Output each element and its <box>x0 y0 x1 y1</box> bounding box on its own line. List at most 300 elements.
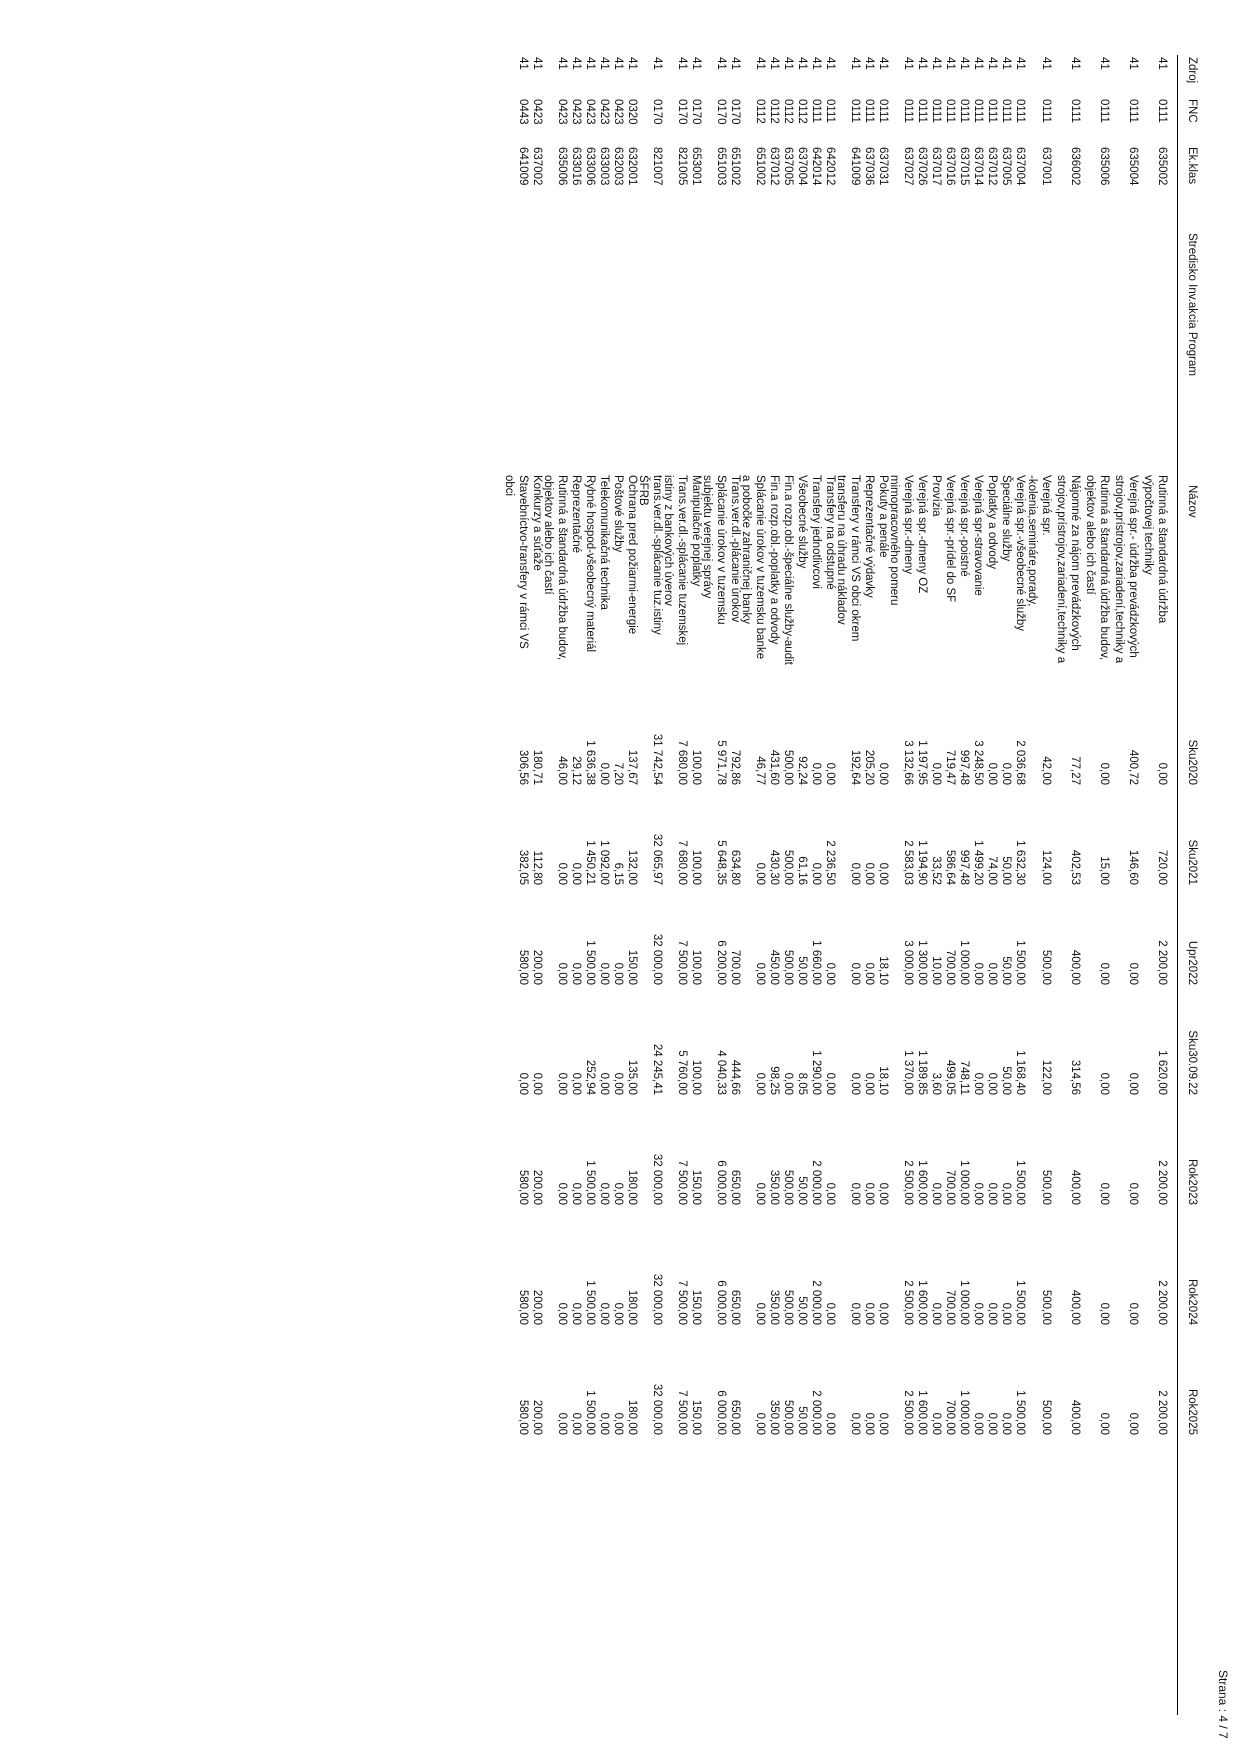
cell-ek-klas: 633016 <box>570 147 582 186</box>
cell-upr2022: 0,00 <box>863 962 875 985</box>
cell-sku2021: 720,00 <box>1156 849 1168 885</box>
cell-zdroj: 41 <box>584 57 596 70</box>
cell-upr2022: 1 300,00 <box>916 940 928 985</box>
cell-sku2020: 400,72 <box>1127 749 1139 785</box>
cell-nazov: Verejná spr. -kolenia,semináre,porady, <box>1026 475 1052 607</box>
cell-sku2020: 100,00 <box>690 749 702 785</box>
cell-rok2023: 0,00 <box>754 1182 766 1205</box>
cell-zdroj: 41 <box>1156 57 1168 70</box>
cell-sku3009: 314,56 <box>1069 1059 1081 1095</box>
cell-nazov: Poštové služby <box>612 475 624 553</box>
table-header <box>1180 55 1200 1715</box>
cell-sku2021: 15,00 <box>1098 856 1110 885</box>
cell-nazov: Fin.a rozp.obl.-špeciálne služby-audit <box>782 475 794 665</box>
cell-ek-klas: 637017 <box>930 147 942 186</box>
cell-rok2023: 0,00 <box>972 1182 984 1205</box>
cell-nazov: Fin.a rozp.obl.-poplatky a odvody <box>768 475 780 645</box>
cell-sku3009: 0,00 <box>986 1072 998 1095</box>
cell-rok2024: 0,00 <box>877 1302 889 1325</box>
cell-upr2022: 0,00 <box>598 962 610 985</box>
cell-sku2020: 5 971,78 <box>715 740 727 785</box>
cell-ek-klas: 637005 <box>782 147 794 186</box>
cell-rok2025: 650,00 <box>729 1399 741 1435</box>
cell-ek-klas: 637001 <box>1040 147 1052 186</box>
header-rok2024: Rok2024 <box>1186 1278 1198 1325</box>
cell-rok2023: 0,00 <box>863 1182 875 1205</box>
cell-nazov: Rutinná a štandardná údržba výpočtovej techniky <box>1142 475 1168 624</box>
cell-rok2023: 0,00 <box>986 1182 998 1205</box>
cell-rok2024: 6 000,00 <box>715 1280 727 1325</box>
header-sku2020: Sku2020 <box>1186 739 1198 785</box>
cell-fnc: 0111 <box>810 99 822 123</box>
cell-upr2022: 18,10 <box>877 956 889 985</box>
cell-sku2020: 0,00 <box>810 762 822 785</box>
cell-sku2021: 0,00 <box>570 862 582 885</box>
cell-rok2023: 1 000,00 <box>958 1160 970 1205</box>
cell-sku2020: 92,24 <box>796 756 808 785</box>
cell-zdroj: 41 <box>729 57 741 70</box>
cell-ek-klas: 637014 <box>972 147 984 186</box>
cell-sku2020: 2 036,68 <box>1014 740 1026 785</box>
cell-fnc: 0112 <box>768 99 780 124</box>
cell-zdroj: 41 <box>810 57 822 70</box>
cell-nazov: Transfery na odstupné <box>824 475 836 590</box>
cell-sku2021: 0,00 <box>877 862 889 885</box>
cell-sku3009: 1 189,85 <box>916 1050 928 1095</box>
cell-sku2020: 0,00 <box>598 762 610 785</box>
cell-rok2023: 500,00 <box>782 1169 794 1205</box>
cell-ek-klas: 637031 <box>877 147 889 186</box>
cell-ek-klas: 636002 <box>1069 147 1081 186</box>
cell-rok2024: 0,00 <box>824 1302 836 1325</box>
cell-zdroj: 41 <box>690 57 702 70</box>
cell-sku2021: 586,64 <box>944 849 956 885</box>
cell-upr2022: 200,00 <box>531 949 543 985</box>
cell-rok2024: 0,00 <box>863 1302 875 1325</box>
cell-sku2021: 402,53 <box>1069 849 1081 885</box>
cell-sku2020: 77,27 <box>1069 756 1081 785</box>
cell-rok2025: 0,00 <box>598 1412 610 1435</box>
cell-upr2022: 2 200,00 <box>1156 940 1168 985</box>
cell-upr2022: 50,00 <box>1000 956 1012 985</box>
cell-sku2021: 2 583,03 <box>902 840 914 885</box>
cell-sku3009: 0,00 <box>824 1072 836 1095</box>
cell-sku2021: 124,00 <box>1040 849 1052 885</box>
cell-zdroj: 41 <box>598 57 610 70</box>
cell-ek-klas: 632001 <box>626 147 638 186</box>
cell-sku3009: 0,00 <box>972 1072 984 1095</box>
cell-sku2021: 430,30 <box>768 849 780 885</box>
cell-sku2020: 0,00 <box>824 762 836 785</box>
cell-sku2020: 29,12 <box>570 756 582 785</box>
cell-upr2022: 400,00 <box>1069 949 1081 985</box>
cell-sku2020: 792,86 <box>729 749 741 785</box>
cell-upr2022: 0,00 <box>1127 962 1139 985</box>
cell-sku3009: 1 370,00 <box>902 1050 914 1095</box>
cell-fnc: 0111 <box>863 99 875 123</box>
cell-sku3009: 0,00 <box>556 1072 568 1095</box>
cell-fnc: 0423 <box>612 99 624 125</box>
cell-rok2025: 7 500,00 <box>676 1390 688 1435</box>
cell-nazov: Ochrana pred požiarmi-energie <box>626 475 638 635</box>
cell-sku2021: 0,00 <box>754 862 766 885</box>
cell-rok2024: 0,00 <box>754 1302 766 1325</box>
cell-rok2025: 500,00 <box>782 1399 794 1435</box>
cell-nazov: Stavebníctvo-transfery v rámci VS obci <box>503 475 529 649</box>
cell-upr2022: 0,00 <box>972 962 984 985</box>
cell-ek-klas: 635006 <box>1098 147 1110 186</box>
cell-zdroj: 41 <box>612 57 624 70</box>
cell-ek-klas: 637005 <box>1000 147 1012 186</box>
cell-upr2022: 1 660,00 <box>810 940 822 985</box>
cell-nazov: Trans.ver.dl.-splácanie tuzemskej istiny z bankových úverov <box>662 475 688 646</box>
cell-nazov: Manipulačné poplatky <box>690 475 702 587</box>
cell-sku2021: 6,15 <box>612 862 624 885</box>
cell-nazov: Poplatky a odvody <box>986 475 998 569</box>
cell-rok2025: 1 000,00 <box>958 1390 970 1435</box>
cell-zdroj: 41 <box>754 57 766 70</box>
cell-sku2021: 74,00 <box>986 856 998 885</box>
cell-rok2025: 500,00 <box>1040 1399 1052 1435</box>
cell-nazov: Špeciálne služby <box>1000 475 1012 562</box>
cell-sku2021: 5 648,35 <box>715 840 727 885</box>
cell-ek-klas: 821005 <box>676 147 688 186</box>
cell-rok2024: 2 500,00 <box>902 1280 914 1325</box>
cell-sku3009: 0,00 <box>1127 1072 1139 1095</box>
cell-rok2023: 0,00 <box>1098 1182 1110 1205</box>
cell-zdroj: 41 <box>930 57 942 70</box>
cell-rok2025: 0,00 <box>556 1412 568 1435</box>
cell-sku2020: 0,00 <box>930 762 942 785</box>
header-ek-klas: Ek.klas <box>1186 147 1198 185</box>
cell-sku2020: 3 248,50 <box>972 740 984 785</box>
cell-fnc: 0170 <box>651 99 663 125</box>
cell-rok2024: 1 500,00 <box>584 1280 596 1325</box>
cell-zdroj: 41 <box>958 57 970 70</box>
cell-sku2021: 382,05 <box>517 849 529 885</box>
cell-nazov: Reprezentačné výdavky <box>863 475 875 598</box>
cell-nazov: Verejná spr.- údržba prevádzkových strojov,prístrojov,zariadení,techniky a <box>1113 475 1139 664</box>
cell-zdroj: 41 <box>570 57 582 70</box>
cell-rok2024: 200,00 <box>531 1289 543 1325</box>
cell-rok2023: 2 000,00 <box>810 1160 822 1205</box>
header-divider <box>1177 55 1178 1715</box>
cell-fnc: 0112 <box>796 99 808 124</box>
cell-sku2021: 7 680,00 <box>676 840 688 885</box>
cell-zdroj: 41 <box>651 57 663 70</box>
cell-rok2023: 0,00 <box>1000 1182 1012 1205</box>
cell-ek-klas: 641009 <box>517 147 529 186</box>
cell-ek-klas: 637012 <box>986 147 998 186</box>
cell-sku2021: 100,00 <box>690 849 702 885</box>
cell-sku2021: 0,00 <box>849 862 861 885</box>
cell-rok2024: 400,00 <box>1069 1289 1081 1325</box>
cell-ek-klas: 642014 <box>810 147 822 186</box>
header-rok2025: Rok2025 <box>1186 1388 1198 1435</box>
cell-sku2021: 1 632,30 <box>1014 840 1026 885</box>
cell-upr2022: 32 000,00 <box>651 933 663 985</box>
cell-nazov: Splácanie úrokov v tuzemsku banke a pobočke zahraničnej banky <box>740 475 766 660</box>
cell-sku3009: 0,00 <box>863 1072 875 1095</box>
cell-rok2025: 200,00 <box>531 1399 543 1435</box>
cell-fnc: 0111 <box>986 99 998 123</box>
cell-rok2024: 0,00 <box>556 1302 568 1325</box>
cell-upr2022: 0,00 <box>754 962 766 985</box>
cell-rok2023: 1 600,00 <box>916 1160 928 1205</box>
cell-sku2021: 0,00 <box>556 862 568 885</box>
cell-rok2024: 32 000,00 <box>651 1273 663 1325</box>
cell-rok2024: 650,00 <box>729 1289 741 1325</box>
cell-upr2022: 3 000,00 <box>902 940 914 985</box>
cell-fnc: 0111 <box>1127 99 1139 123</box>
cell-upr2022: 1 000,00 <box>958 940 970 985</box>
cell-fnc: 0423 <box>556 99 568 125</box>
cell-nazov: Verejná spr.-poistné <box>958 475 970 577</box>
cell-sku3009: 444,66 <box>729 1059 741 1095</box>
cell-sku2020: 7,20 <box>612 762 624 785</box>
cell-zdroj: 41 <box>902 57 914 70</box>
cell-fnc: 0112 <box>754 99 766 124</box>
cell-zdroj: 41 <box>986 57 998 70</box>
header-rok2023: Rok2023 <box>1186 1158 1198 1205</box>
cell-sku3009: 0,00 <box>849 1072 861 1095</box>
cell-rok2023: 32 000,00 <box>651 1153 663 1205</box>
cell-sku2021: 32 065,97 <box>651 833 663 885</box>
cell-zdroj: 41 <box>556 57 568 70</box>
cell-fnc: 0111 <box>1156 99 1168 123</box>
cell-sku2021: 0,00 <box>863 862 875 885</box>
cell-sku3009: 24 245,41 <box>651 1043 663 1095</box>
cell-fnc: 0111 <box>1069 99 1081 123</box>
cell-rok2025: 6 000,00 <box>715 1390 727 1435</box>
cell-nazov: Verejná spr.-všeobecné služby <box>1014 475 1026 631</box>
cell-sku2020: 1 197,95 <box>916 740 928 785</box>
header-nazov: Názov <box>1186 485 1198 518</box>
cell-rok2024: 0,00 <box>986 1302 998 1325</box>
cell-rok2023: 1 500,00 <box>584 1160 596 1205</box>
cell-sku2021: 997,48 <box>958 849 970 885</box>
cell-rok2023: 0,00 <box>598 1182 610 1205</box>
cell-fnc: 0320 <box>626 99 638 125</box>
cell-rok2024: 0,00 <box>1098 1302 1110 1325</box>
cell-sku2021: 50,00 <box>1000 856 1012 885</box>
cell-zdroj: 41 <box>1098 57 1110 70</box>
cell-upr2022: 0,00 <box>612 962 624 985</box>
cell-rok2023: 0,00 <box>1127 1182 1139 1205</box>
cell-sku2020: 46,00 <box>556 756 568 785</box>
cell-rok2024: 0,00 <box>1000 1302 1012 1325</box>
cell-rok2024: 0,00 <box>570 1302 582 1325</box>
cell-rok2023: 500,00 <box>1040 1169 1052 1205</box>
cell-rok2023: 0,00 <box>612 1182 624 1205</box>
cell-sku3009: 1 620,00 <box>1156 1050 1168 1095</box>
cell-rok2023: 350,00 <box>768 1169 780 1205</box>
header-sku3009: Sku30.09.22 <box>1186 1030 1198 1095</box>
cell-rok2024: 500,00 <box>1040 1289 1052 1325</box>
cell-sku3009: 1 168,40 <box>1014 1050 1026 1095</box>
cell-fnc: 0111 <box>944 99 956 123</box>
cell-upr2022: 580,00 <box>517 949 529 985</box>
cell-zdroj: 41 <box>972 57 984 70</box>
cell-ek-klas: 637015 <box>958 147 970 186</box>
cell-rok2023: 180,00 <box>626 1169 638 1205</box>
cell-upr2022: 150,00 <box>626 949 638 985</box>
cell-zdroj: 41 <box>1127 57 1139 70</box>
cell-fnc: 0423 <box>570 99 582 125</box>
cell-zdroj: 41 <box>863 57 875 70</box>
cell-zdroj: 41 <box>768 57 780 70</box>
cell-zdroj: 41 <box>849 57 861 70</box>
cell-fnc: 0170 <box>676 99 688 125</box>
cell-upr2022: 10,00 <box>930 956 942 985</box>
cell-sku3009: 0,00 <box>531 1072 543 1095</box>
cell-fnc: 0170 <box>729 99 741 125</box>
cell-rok2025: 0,00 <box>877 1412 889 1435</box>
cell-sku3009: 4 040,33 <box>715 1050 727 1095</box>
cell-zdroj: 41 <box>1014 57 1026 70</box>
cell-sku2021: 112,80 <box>531 850 543 885</box>
cell-ek-klas: 637004 <box>1014 147 1026 186</box>
cell-zdroj: 41 <box>626 57 638 70</box>
cell-upr2022: 0,00 <box>849 962 861 985</box>
cell-rok2024: 0,00 <box>598 1302 610 1325</box>
cell-ek-klas: 637012 <box>768 147 780 186</box>
cell-ek-klas: 637036 <box>863 147 875 186</box>
cell-rok2023: 2 500,00 <box>902 1160 914 1205</box>
cell-nazov: Verejná spr.-dmeny mimopracovného pomeru <box>888 475 914 606</box>
cell-upr2022: 700,00 <box>944 949 956 985</box>
cell-rok2023: 200,00 <box>531 1169 543 1205</box>
cell-rok2023: 6 000,00 <box>715 1160 727 1205</box>
cell-rok2024: 50,00 <box>796 1296 808 1325</box>
cell-nazov: Provízia <box>930 475 942 517</box>
header-sku2021: Sku2021 <box>1186 839 1198 885</box>
cell-upr2022: 1 500,00 <box>1014 940 1026 985</box>
cell-rok2023: 0,00 <box>849 1182 861 1205</box>
header-fnc: FNC <box>1186 99 1198 123</box>
cell-rok2025: 1 500,00 <box>584 1390 596 1435</box>
cell-ek-klas: 653001 <box>690 147 702 186</box>
cell-sku3009: 0,00 <box>612 1072 624 1095</box>
cell-fnc: 0111 <box>1040 99 1052 123</box>
cell-sku3009: 1 290,00 <box>810 1050 822 1095</box>
cell-nazov: Verejná spr.-prídel do SF <box>944 475 956 603</box>
cell-nazov: Verejná spr.-dmeny OZ <box>916 475 928 594</box>
cell-sku2021: 634,80 <box>729 849 741 885</box>
cell-zdroj: 41 <box>517 57 529 70</box>
cell-ek-klas: 637002 <box>531 147 543 186</box>
cell-rok2024: 150,00 <box>690 1289 702 1325</box>
cell-rok2023: 700,00 <box>944 1169 956 1205</box>
cell-fnc: 0111 <box>849 99 861 123</box>
cell-rok2025: 350,00 <box>768 1399 780 1435</box>
cell-zdroj: 41 <box>1040 57 1052 70</box>
cell-fnc: 0111 <box>930 99 942 123</box>
cell-ek-klas: 633003 <box>598 147 610 186</box>
cell-ek-klas: 637027 <box>902 147 914 186</box>
cell-rok2024: 0,00 <box>612 1302 624 1325</box>
cell-sku3009: 0,00 <box>598 1072 610 1095</box>
cell-rok2025: 0,00 <box>849 1412 861 1435</box>
cell-sku2020: 0,00 <box>1156 762 1168 785</box>
cell-upr2022: 0,00 <box>824 962 836 985</box>
cell-ek-klas: 651002 <box>754 147 766 186</box>
cell-rok2024: 0,00 <box>972 1302 984 1325</box>
cell-rok2025: 0,00 <box>824 1412 836 1435</box>
cell-sku2020: 306,56 <box>517 749 529 785</box>
cell-sku3009: 0,00 <box>754 1072 766 1095</box>
cell-nazov: Pokuty a penále <box>877 475 889 558</box>
cell-sku2020: 192,64 <box>849 749 861 785</box>
cell-rok2023: 50,00 <box>796 1176 808 1205</box>
cell-rok2025: 150,00 <box>690 1399 702 1435</box>
cell-sku2021: 61,16 <box>796 856 808 885</box>
cell-sku3009: 135,00 <box>626 1059 638 1095</box>
cell-nazov: trans.ver.dl.-splácanie tuz.istiny ŠFRB <box>637 475 663 635</box>
cell-rok2024: 1 600,00 <box>916 1280 928 1325</box>
cell-rok2025: 0,00 <box>986 1412 998 1435</box>
cell-ek-klas: 651003 <box>715 147 727 186</box>
cell-sku3009: 98,25 <box>768 1066 780 1095</box>
cell-rok2025: 700,00 <box>944 1399 956 1435</box>
cell-ek-klas: 641009 <box>849 147 861 186</box>
cell-rok2025: 0,00 <box>930 1412 942 1435</box>
page-number: Strana : 4 / 7 <box>1216 1670 1230 1739</box>
cell-rok2024: 0,00 <box>1127 1302 1139 1325</box>
cell-rok2023: 650,00 <box>729 1169 741 1205</box>
cell-upr2022: 0,00 <box>556 962 568 985</box>
cell-zdroj: 41 <box>531 57 543 70</box>
cell-rok2025: 0,00 <box>863 1412 875 1435</box>
cell-rok2024: 2 200,00 <box>1156 1280 1168 1325</box>
cell-nazov: Transfery v rámci VS obci okrem transferu na úhradu nákladov <box>835 475 861 642</box>
cell-sku3009: 122,00 <box>1040 1059 1052 1095</box>
cell-rok2024: 2 000,00 <box>810 1280 822 1325</box>
cell-fnc: 0111 <box>824 99 836 123</box>
cell-fnc: 0111 <box>916 99 928 123</box>
cell-rok2025: 32 000,00 <box>651 1383 663 1435</box>
cell-ek-klas: 635002 <box>1156 147 1168 186</box>
cell-ek-klas: 635004 <box>1127 147 1139 186</box>
cell-upr2022: 0,00 <box>986 962 998 985</box>
cell-nazov: Rutinná a štandardná údržba budov, objektov alebo ich častí <box>1084 475 1110 661</box>
cell-upr2022: 1 500,00 <box>584 940 596 985</box>
cell-sku3009: 499,05 <box>944 1059 956 1095</box>
cell-rok2025: 400,00 <box>1069 1399 1081 1435</box>
cell-sku2020: 205,20 <box>863 749 875 785</box>
cell-rok2024: 0,00 <box>849 1302 861 1325</box>
cell-rok2025: 1 600,00 <box>916 1390 928 1435</box>
cell-sku2021: 146,60 <box>1127 849 1139 885</box>
cell-fnc: 0423 <box>598 99 610 125</box>
cell-zdroj: 41 <box>916 57 928 70</box>
cell-sku2020: 3 132,66 <box>902 740 914 785</box>
cell-sku3009: 100,00 <box>690 1059 702 1095</box>
cell-rok2025: 2 200,00 <box>1156 1390 1168 1435</box>
cell-nazov: Splácanie úrokov v tuzemsku subjektu verejnej správy <box>701 475 727 625</box>
cell-nazov: Reprezentačné <box>570 475 582 553</box>
cell-ek-klas: 632003 <box>612 147 624 186</box>
cell-sku2020: 7 680,00 <box>676 740 688 785</box>
cell-sku3009: 0,00 <box>782 1072 794 1095</box>
cell-nazov: Telekomunikačná technika <box>598 475 610 610</box>
cell-zdroj: 41 <box>782 57 794 70</box>
cell-nazov: Trans.ver.dl.-plácanie úrokov <box>729 475 741 623</box>
cell-rok2024: 0,00 <box>930 1302 942 1325</box>
cell-rok2025: 0,00 <box>972 1412 984 1435</box>
cell-sku2020: 0,00 <box>1000 762 1012 785</box>
cell-fnc: 0111 <box>902 99 914 123</box>
